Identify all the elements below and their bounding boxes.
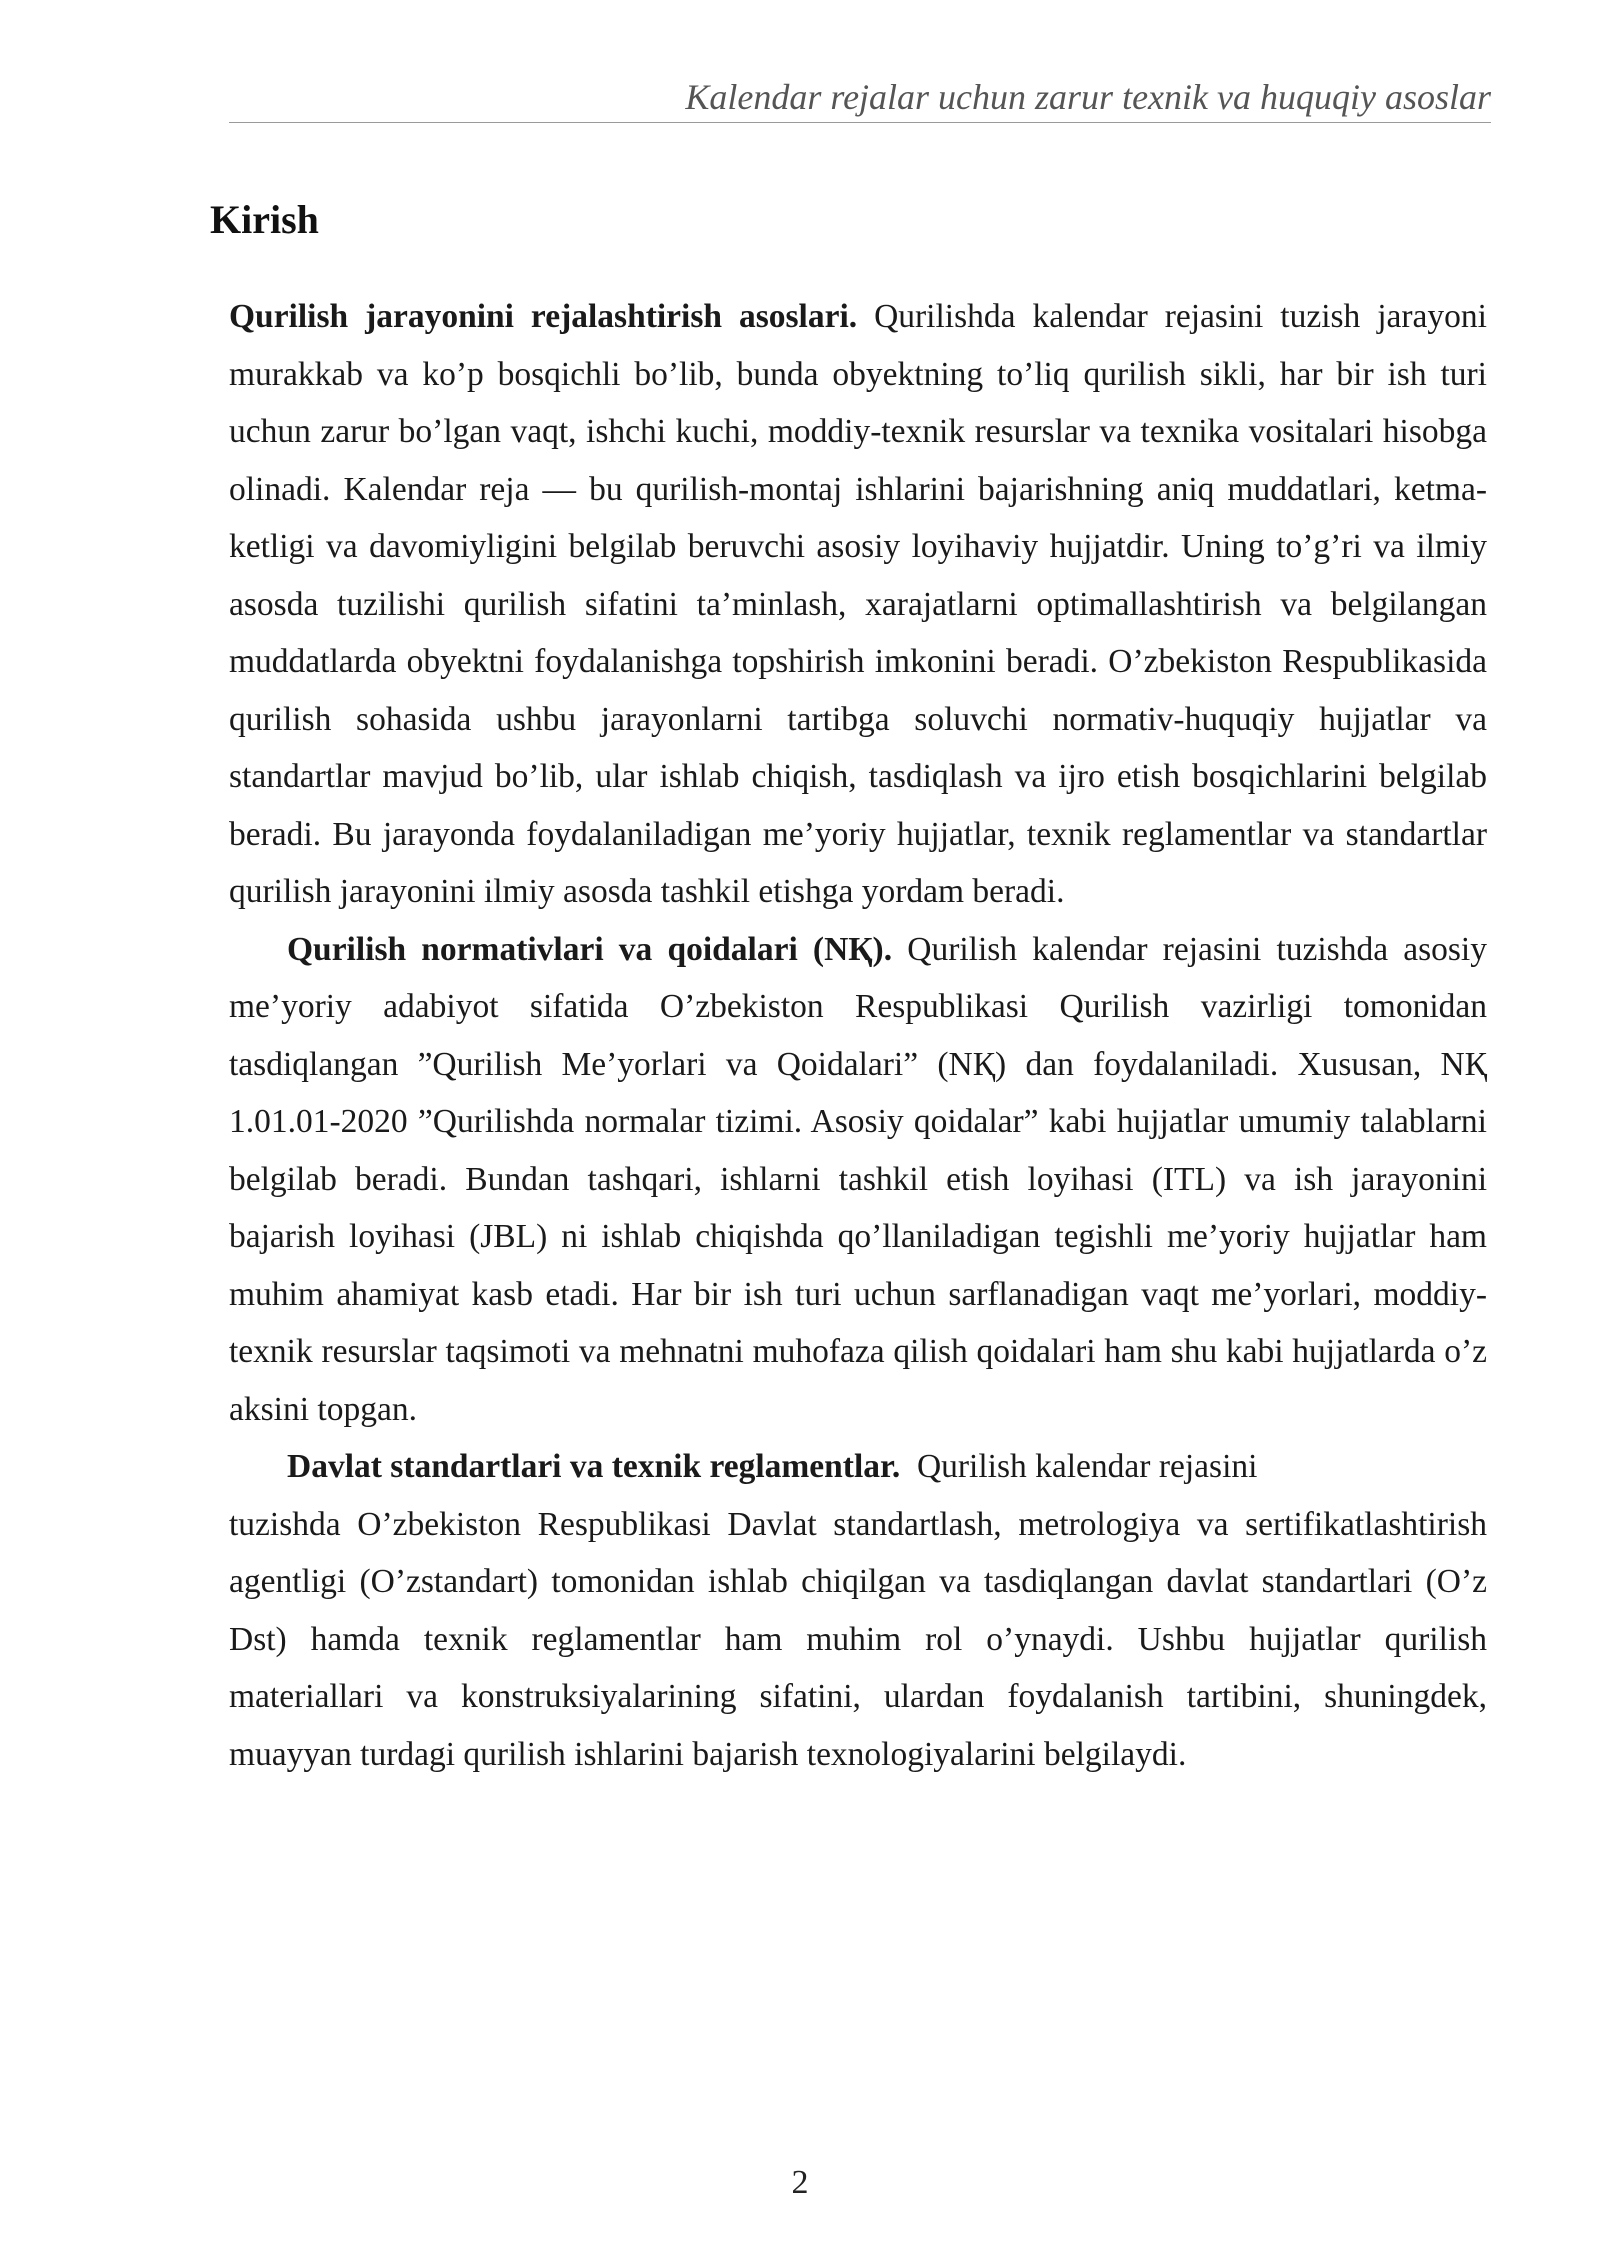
page-number: 2	[791, 2164, 809, 2201]
running-header-title: Kalendar rejalar uchun zarur texnik va huquqiy asoslar	[685, 77, 1491, 117]
body-text	[229, 288, 1487, 1783]
paragraph-text: Qurilish kalendar rejasini tuzishda asosiy me’yoriy adabiyot sifatida O’zbekiston Respublikasi Qurilish vazirligi tomonidan tasdiqlangan ”Qurilish Me’yorlari va Qoidalari” (NҚ) dan foydalaniladi. Xususan, NҚ 1.01.01-2020 ”Qurilishda normalar tizimi. Asosiy qoidalar” kabi hujjatlar umumiy talablarni belgilab beradi. Bundan tashqari, ishlarni tashkil etish loyihasi (ITL) va ish jarayonini bajarish loyihasi (JBL) ni ishlab chiqishda qo’llaniladigan tegishli me’yoriy hujjatlar ham muhim ahamiyat kasb etadi. Har bir ish turi uchun sarflanadigan vaqt me’yorlari, moddiy-texnik resurslar taqsimoti va mehnatni muhofaza qilish qoidalari ham shu kabi hujjatlarda o’z aksini topgan.	[229, 930, 1487, 1428]
paragraph-construction-norms	[229, 921, 1487, 1439]
paragraph-text: Qurilishda kalendar rejasini tuzish jarayoni murakkab va ko’p bosqichli bo’lib, bunda obyektning to’liq qurilish sikli, har bir ish turi uchun zarur bo’lgan vaqt, ishchi kuchi, moddiy-texnik resurslar va texnika vositalari hisobga olinadi. Kalendar reja — bu qurilish-montaj ishlarini bajarishning aniq muddatlari, ketma-ketligi va davomiyligini belgilab beruvchi asosiy loyihaviy hujjatdir. Uning to’g’ri va ilmiy asosda tuzilishi qurilish sifatini ta’minlash, xarajatlarni optimallashtirish va belgilangan muddatlarda obyektni foydalanishga topshirish imkonini beradi. O’zbekiston Respublikasida qurilish sohasida ushbu jarayonlarni tartibga soluvchi normativ-huquqiy hujjatlar va standartlar mavjud bo’lib, ular ishlab chiqish, tasdiqlash va ijro etish bosqichlarini belgilab beradi. Bu jarayonda foydalaniladigan me’yoriy hujjatlar, texnik reglamentlar va standartlar qurilish jarayonini ilmiy asosda tashkil etishga yordam beradi.	[229, 298, 1487, 910]
paragraph-lead: Qurilish normativlari va qoidalari (NҚ).	[287, 930, 893, 968]
paragraph-state-standards-continued	[229, 1496, 1487, 1784]
paragraph-lead: Davlat standartlari va texnik reglamentlar.	[287, 1448, 901, 1485]
paragraph-state-standards	[229, 1438, 1487, 1496]
section-title: Kirish	[210, 197, 319, 242]
running-header	[229, 72, 1491, 123]
paragraph-text: Qurilish kalendar rejasini	[900, 1448, 1258, 1485]
paragraph-text: tuzishda O’zbekiston Respublikasi Davlat standartlash, metrologiya va sertifikatlashtirish agentligi (O’zstandart) tomonidan ishlab chiqilgan va tasdiqlangan davlat standartlari (O’z Dst) hamda texnik reglamentlar ham muhim rol o’ynaydi. Ushbu hujjatlar qurilish materiallari va konstruksiyalarining sifatini, ulardan foydalanish tartibini, shuningdek, muayyan turdagi qurilish ishlarini bajarish texnologiyalarini belgilaydi.	[229, 1505, 1487, 1773]
paragraph-planning-basics	[229, 288, 1487, 921]
paragraph-lead: Qurilish jarayonini rejalashtirish asoslari.	[229, 298, 858, 335]
